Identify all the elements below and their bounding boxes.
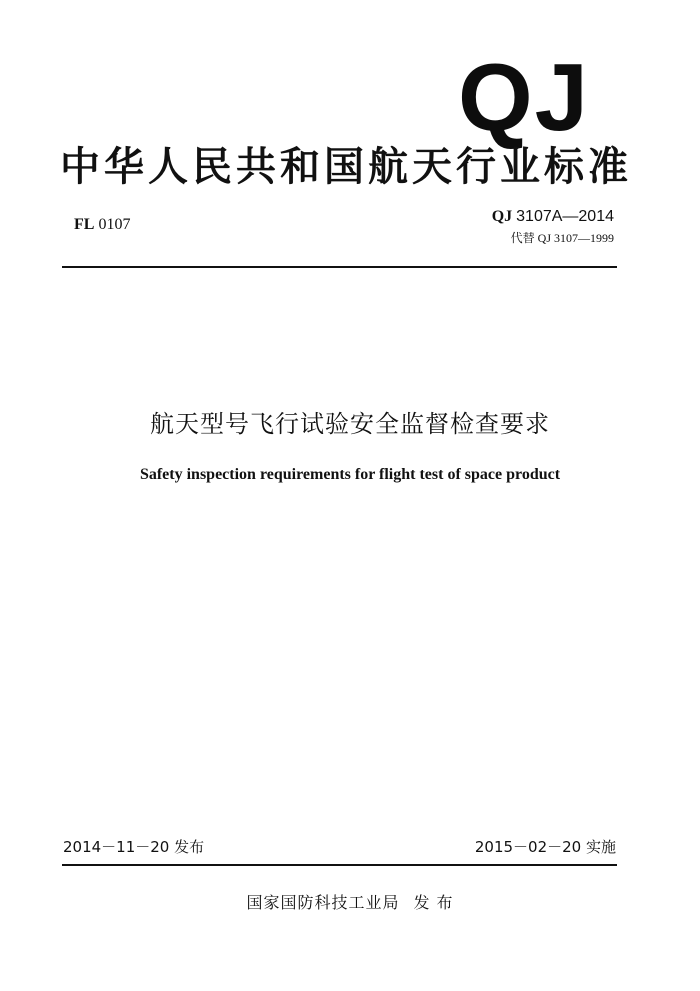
classification-number: 0107 xyxy=(98,216,131,233)
publisher-name: 国家国防科技工业局 xyxy=(246,893,400,912)
classification-prefix: FL xyxy=(74,216,95,233)
issue-date: 2014－11－20 发布 xyxy=(63,838,205,856)
standard-number xyxy=(492,208,614,226)
publisher-action: 发 布 xyxy=(413,893,454,912)
top-divider xyxy=(62,266,617,268)
publisher xyxy=(0,890,700,913)
standard-number-block xyxy=(492,208,614,246)
standard-code: 3107A—2014 xyxy=(516,208,614,225)
standard-logo: QJ xyxy=(458,44,591,151)
document-title-chinese: 航天型号飞行试验安全监督检查要求 xyxy=(150,410,550,438)
bottom-divider xyxy=(62,864,617,866)
organization-title: 中华人民共和国航天行业标准 xyxy=(60,144,632,190)
effective-date: 2015－02－20 实施 xyxy=(474,838,616,856)
document-title-english: Safety inspection requirements for flight test of space product xyxy=(139,466,561,483)
classification-code xyxy=(74,216,130,234)
replaces-standard: 代替 QJ 3107—1999 xyxy=(510,231,614,245)
standard-prefix: QJ xyxy=(491,208,513,225)
